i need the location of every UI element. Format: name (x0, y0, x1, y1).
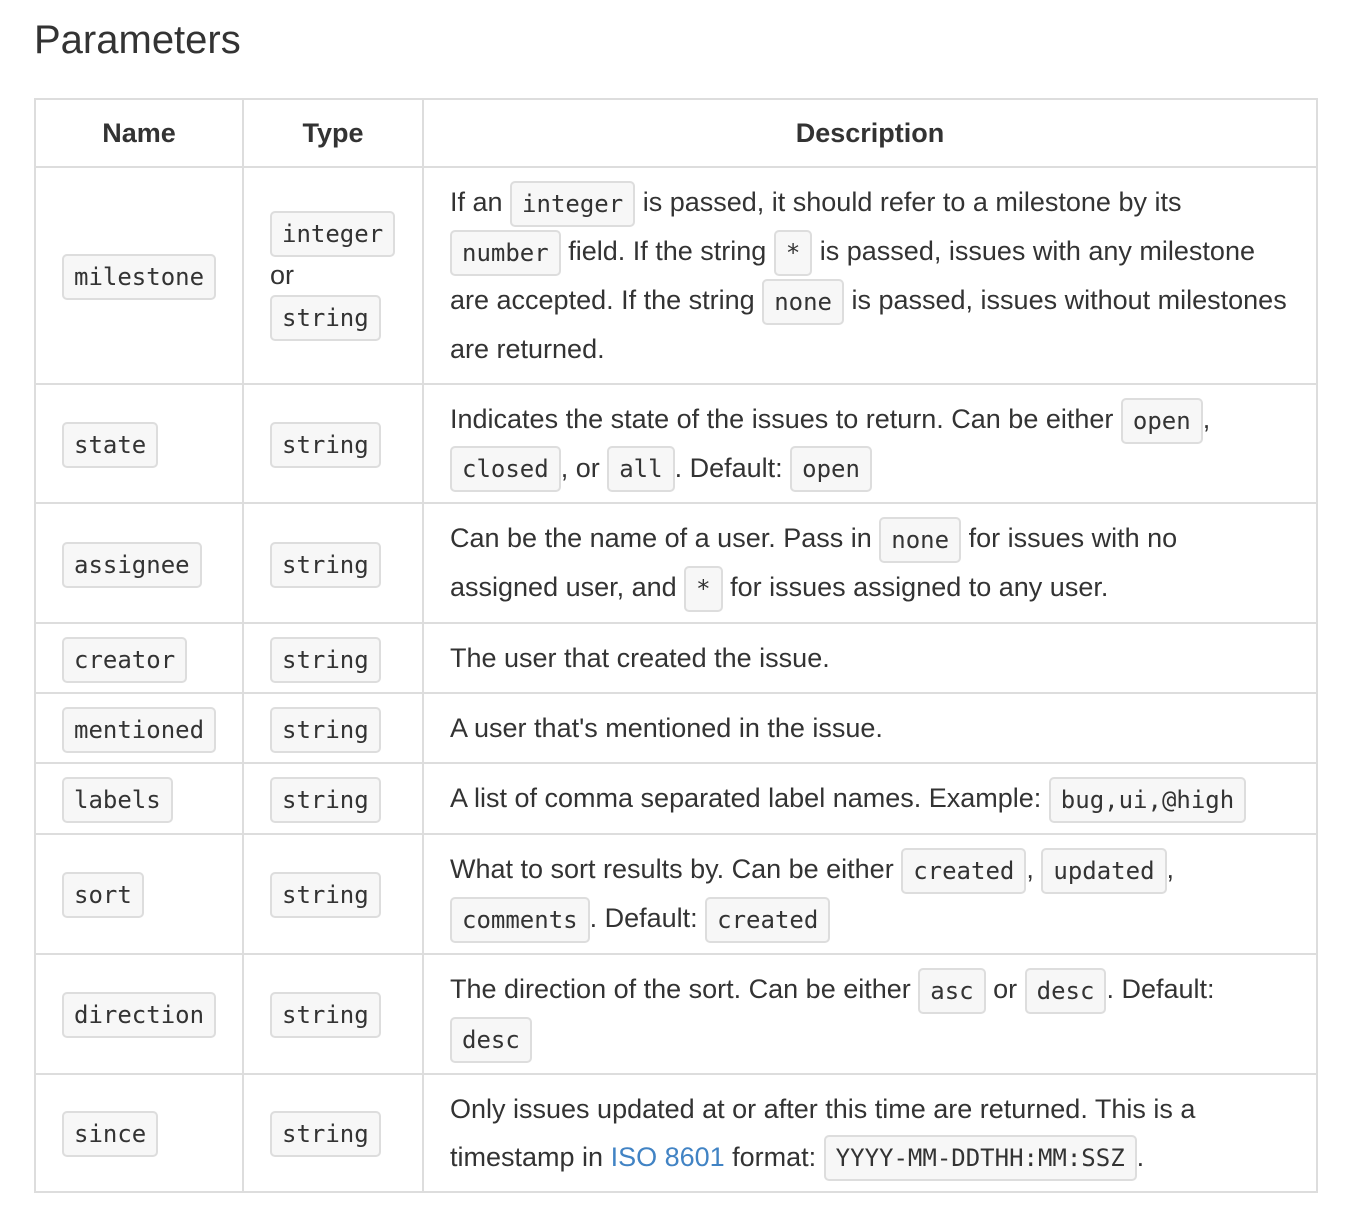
param-description: Indicates the state of the issues to return. Can be either open , closed , or all . Default: open (423, 384, 1317, 504)
table-row (35, 623, 1317, 693)
param-type-cell (243, 1074, 423, 1193)
inline-code: desc (1025, 968, 1107, 1014)
inline-code: integer (510, 181, 635, 227)
inline-code: open (790, 446, 872, 492)
param-description: The direction of the sort. Can be either asc or desc . Default: desc (423, 954, 1317, 1074)
inline-code: created (901, 848, 1026, 894)
table-header-row (35, 99, 1317, 167)
inline-code: * (774, 230, 812, 276)
param-type: string (270, 542, 381, 588)
param-type-cell (243, 623, 423, 693)
param-name-cell (35, 834, 243, 954)
column-header-type: Type (243, 99, 423, 167)
type-separator: or (270, 260, 295, 291)
param-name: labels (62, 777, 173, 823)
param-name-cell (35, 167, 243, 384)
column-header-description: Description (423, 99, 1317, 167)
inline-code: updated (1041, 848, 1166, 894)
table-row (35, 834, 1317, 954)
param-type: string (270, 992, 381, 1038)
param-name-cell (35, 503, 243, 623)
table-row (35, 763, 1317, 834)
inline-code: comments (450, 897, 590, 943)
inline-code: bug,ui,@high (1049, 777, 1246, 823)
param-name: mentioned (62, 707, 216, 753)
param-description: If an integer is passed, it should refer to a milestone by its number field. If the string * is passed, issues with any milestone are accepted. If the string none is passed, issues without milestones are returned. (423, 167, 1317, 384)
param-description: Only issues updated at or after this time are returned. This is a timestamp in ISO 8601 format: YYYY-MM-DDTHH:MM:SSZ . (423, 1074, 1317, 1193)
inline-code: desc (450, 1017, 532, 1063)
param-type-cell (243, 503, 423, 623)
param-type-cell (243, 954, 423, 1074)
inline-code: none (762, 279, 844, 325)
table-row (35, 954, 1317, 1074)
param-name: milestone (62, 254, 216, 300)
param-type: string (270, 707, 381, 753)
param-type: string (270, 637, 381, 683)
param-type-cell (243, 167, 423, 384)
param-type-cell (243, 693, 423, 763)
param-name: state (62, 422, 158, 468)
inline-code: number (450, 230, 561, 276)
param-description: Can be the name of a user. Pass in none for issues with no assigned user, and * for issues assigned to any user. (423, 503, 1317, 623)
param-description: What to sort results by. Can be either created , updated , comments . Default: created (423, 834, 1317, 954)
param-name: direction (62, 992, 216, 1038)
inline-code: closed (450, 446, 561, 492)
param-type: string (270, 872, 381, 918)
param-name-cell (35, 1074, 243, 1193)
param-description: A user that's mentioned in the issue. (423, 693, 1317, 763)
param-type: string (270, 1111, 381, 1157)
param-name: sort (62, 872, 144, 918)
inline-code: asc (918, 968, 985, 1014)
page-title: Parameters (34, 18, 241, 62)
param-description: The user that created the issue. (423, 623, 1317, 693)
param-type-cell (243, 834, 423, 954)
iso-8601-link[interactable]: ISO 8601 (610, 1141, 725, 1172)
table-row (35, 503, 1317, 623)
param-type: integer (270, 211, 395, 257)
param-type: string (270, 777, 381, 823)
inline-code: * (684, 566, 722, 612)
inline-code: open (1121, 398, 1203, 444)
param-name-cell (35, 763, 243, 834)
param-name-cell (35, 693, 243, 763)
param-name: creator (62, 637, 187, 683)
param-name-cell (35, 954, 243, 1074)
table-row (35, 1074, 1317, 1193)
param-type-cell (243, 763, 423, 834)
param-name-cell (35, 623, 243, 693)
param-name: assignee (62, 542, 202, 588)
param-description: A list of comma separated label names. Example: bug,ui,@high (423, 763, 1317, 834)
inline-code: none (879, 517, 961, 563)
inline-code: created (705, 897, 830, 943)
param-type: string (270, 295, 381, 341)
inline-code: YYYY-MM-DDTHH:MM:SSZ (824, 1135, 1137, 1181)
inline-code: all (607, 446, 674, 492)
param-name: since (62, 1111, 158, 1157)
param-type-cell (243, 384, 423, 504)
param-type: string (270, 422, 381, 468)
param-name-cell (35, 384, 243, 504)
column-header-name: Name (35, 99, 243, 167)
table-row (35, 384, 1317, 504)
table-row (35, 693, 1317, 763)
table-row (35, 167, 1317, 384)
parameters-table (34, 98, 1318, 1193)
